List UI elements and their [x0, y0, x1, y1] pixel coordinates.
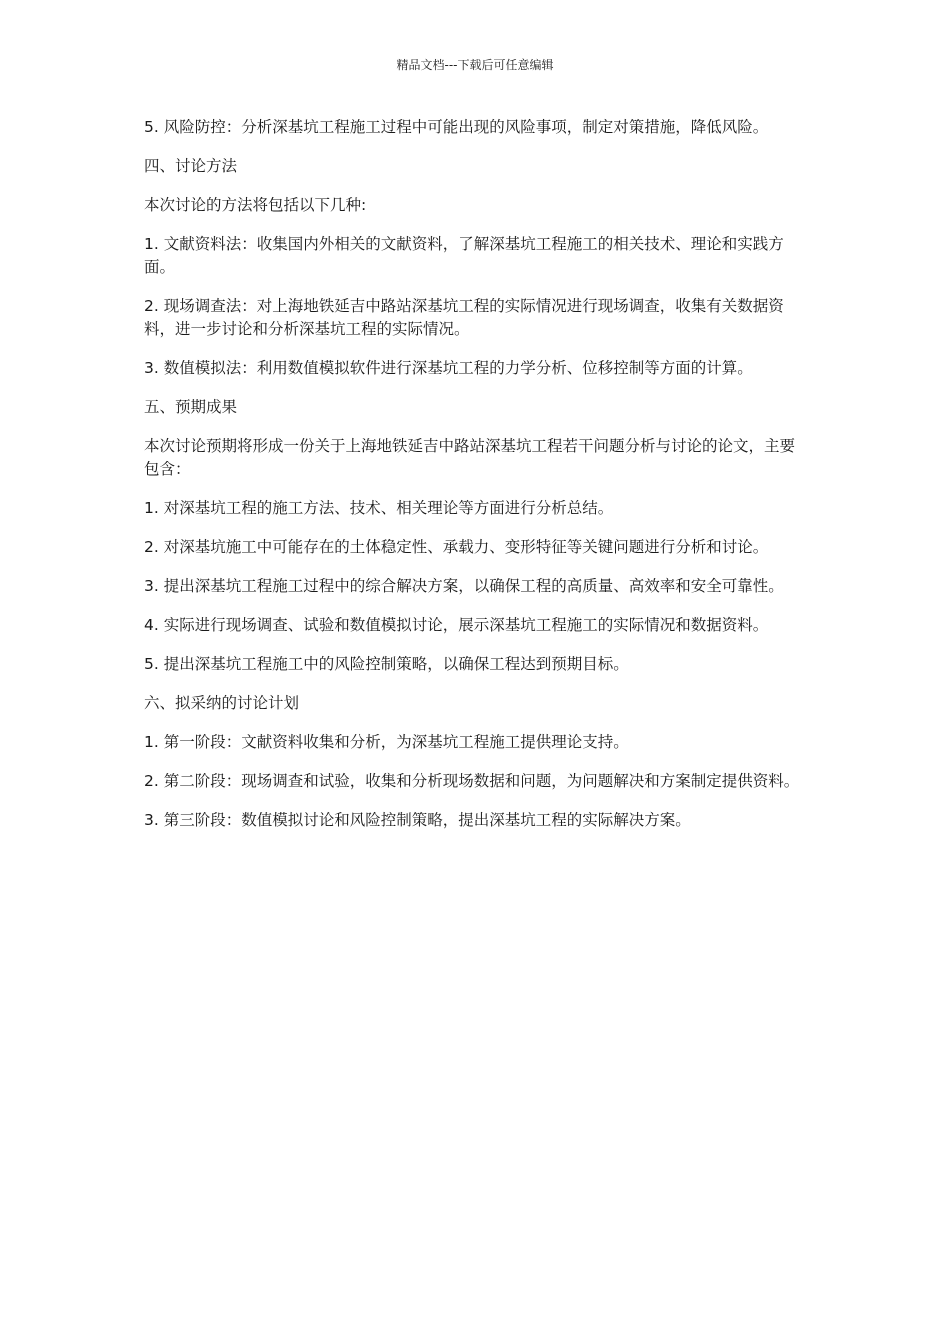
paragraph-result-4: 4. 实际进行现场调查、试验和数值模拟讨论，展示深基坑工程施工的实际情况和数据资料。 — [144, 616, 769, 634]
paragraph-risk-control: 5. 风险防控：分析深基坑工程施工过程中可能出现的风险事项，制定对策措施，降低风险。 — [144, 118, 769, 136]
paragraph-method-simulation: 3. 数值模拟法：利用数值模拟软件进行深基坑工程的力学分析、位移控制等方面的计算。 — [144, 359, 753, 377]
document-body — [144, 116, 804, 848]
section-heading-expected-results: 五、预期成果 — [144, 398, 238, 416]
section-heading-methods: 四、讨论方法 — [144, 157, 238, 175]
paragraph-results-intro: 本次讨论预期将形成一份关于上海地铁延吉中路站深基坑工程若干问题分析与讨论的论文，主要包含： — [144, 437, 796, 478]
paragraph-method-field-survey: 2. 现场调查法：对上海地铁延吉中路站深基坑工程的实际情况进行现场调查，收集有关数据资料，进一步讨论和分析深基坑工程的实际情况。 — [144, 297, 784, 338]
paragraph-plan-stage-1: 1. 第一阶段：文献资料收集和分析，为深基坑工程施工提供理论支持。 — [144, 733, 629, 751]
paragraph-result-1: 1. 对深基坑工程的施工方法、技术、相关理论等方面进行分析总结。 — [144, 499, 614, 517]
section-heading-plan: 六、拟采纳的讨论计划 — [144, 694, 300, 712]
paragraph-result-3: 3. 提出深基坑工程施工过程中的综合解决方案，以确保工程的高质量、高效率和安全可靠性。 — [144, 577, 784, 595]
paragraph-plan-stage-2: 2. 第二阶段：现场调查和试验，收集和分析现场数据和问题，为问题解决和方案制定提供资料。 — [144, 772, 800, 790]
paragraph-method-literature: 1. 文献资料法：收集国内外相关的文献资料，了解深基坑工程施工的相关技术、理论和实践方面。 — [144, 235, 784, 276]
paragraph-result-2: 2. 对深基坑施工中可能存在的土体稳定性、承载力、变形特征等关键问题进行分析和讨论。 — [144, 538, 769, 556]
paragraph-result-5: 5. 提出深基坑工程施工中的风险控制策略，以确保工程达到预期目标。 — [144, 655, 629, 673]
paragraph-plan-stage-3: 3. 第三阶段：数值模拟讨论和风险控制策略，提出深基坑工程的实际解决方案。 — [144, 811, 691, 829]
paragraph-methods-intro: 本次讨论的方法将包括以下几种: — [144, 196, 367, 214]
page-header: 精品文档---下载后可任意编辑 — [396, 58, 554, 72]
